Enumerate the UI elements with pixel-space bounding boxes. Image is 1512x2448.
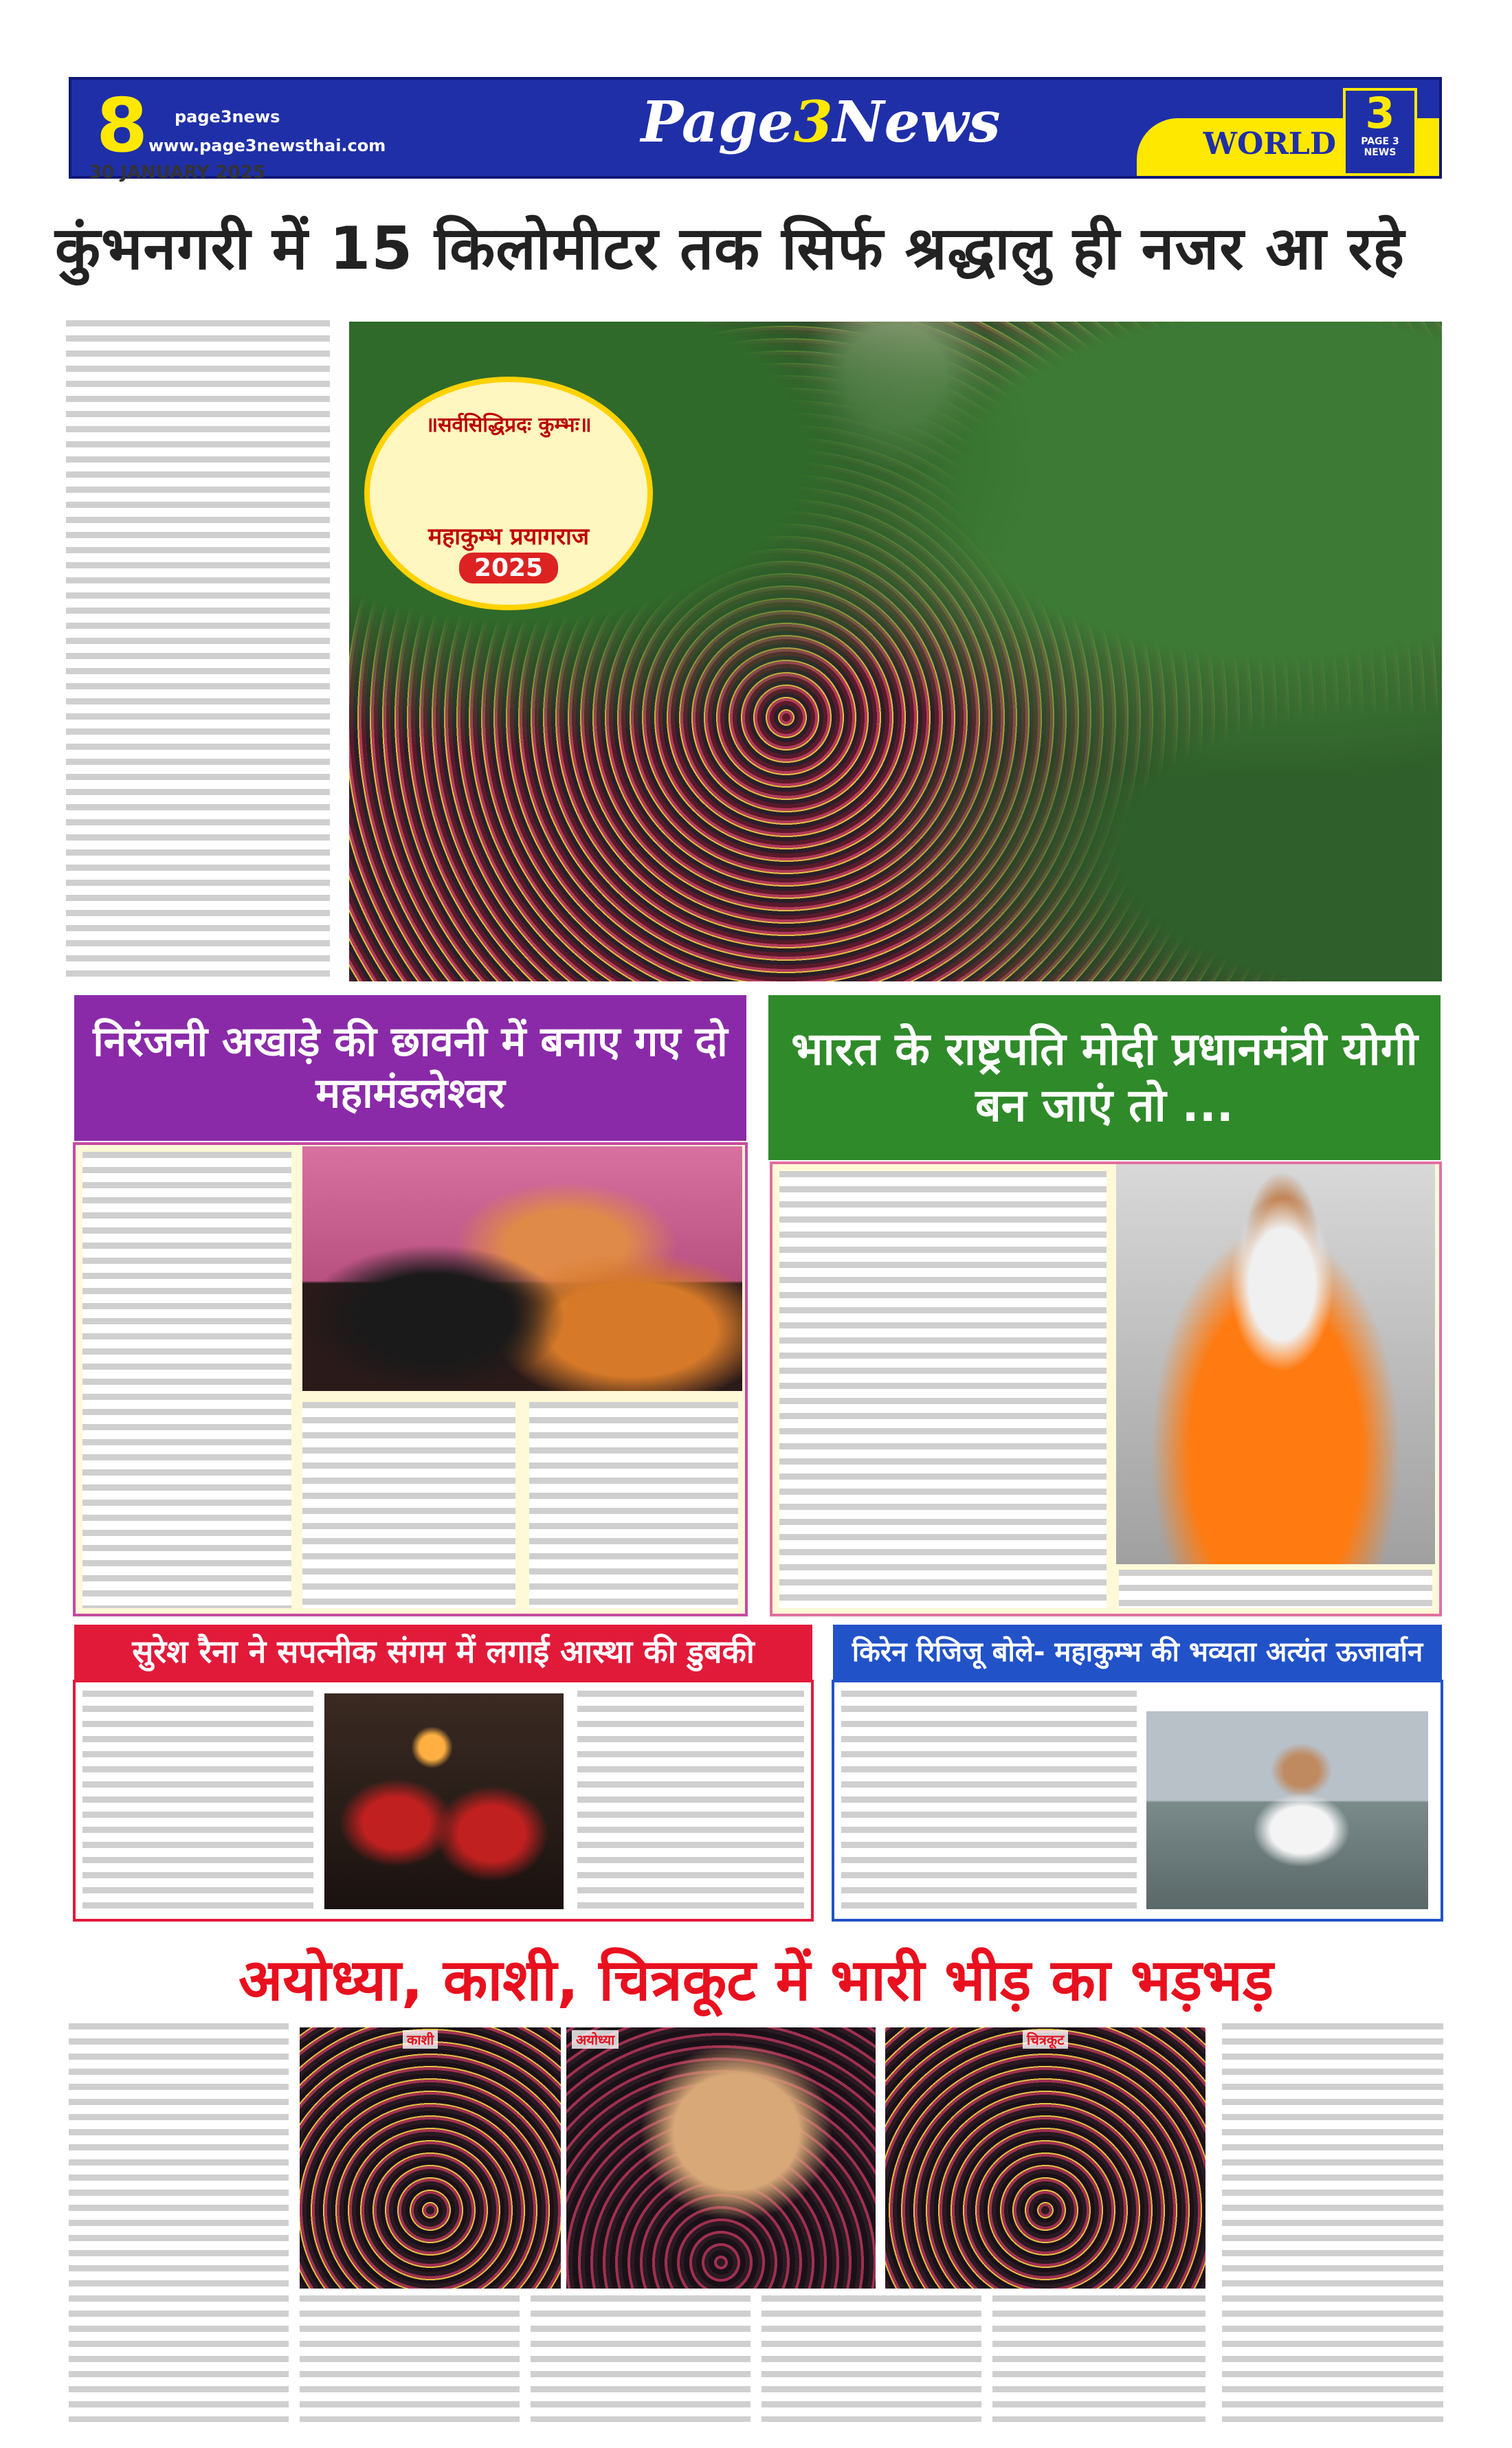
bheed-headline: अयोध्या, काशी, चित्रकूट में भारी भीड़ का भड़भड़	[238, 1946, 1274, 2014]
facebook-handle: page3news	[175, 107, 280, 126]
bheed-text-right	[1222, 2023, 1443, 2422]
kashi-photo-label: काशी	[403, 2030, 438, 2049]
rijiju-sangam-photo	[1146, 1711, 1428, 1909]
brand-logo-text: Page3News	[641, 89, 1001, 155]
rijiju-headline: किरेन रिजिजू बोले- महाकुम्भ की भव्यता अत्यंत ऊजार्वान	[833, 1625, 1442, 1680]
section-label: WORLD	[1203, 126, 1336, 162]
sadhus-photo	[302, 1146, 742, 1391]
mahakumbh-badge	[364, 377, 653, 610]
saint-photo	[1116, 1164, 1435, 1564]
page-number: 8	[96, 83, 148, 169]
bheed-text-col-4	[992, 2295, 1205, 2422]
niranjani-headline: निरंजनी अखाड़े की छावनी में बनाए गए दो महामंडलेश्वर	[74, 995, 746, 1141]
masthead	[69, 77, 1442, 179]
main-story-text-column	[66, 320, 330, 981]
issue-date: 30 JANUARY 2025	[89, 162, 266, 183]
raina-text-left	[82, 1691, 313, 1911]
bheed-text-col-3	[761, 2295, 981, 2422]
kashi-crowd-photo	[300, 2027, 561, 2289]
website-url: www.page3newsthai.com	[148, 136, 386, 155]
bheed-text-left	[69, 2023, 289, 2422]
niranjani-text-mid	[302, 1402, 515, 1608]
rashtrapati-text-column	[779, 1171, 1107, 1608]
badge-slogan: ॥सर्वसिद्धिप्रदः कुम्भः॥	[425, 413, 592, 437]
niranjani-text-left	[82, 1152, 291, 1608]
niranjani-text-right	[529, 1402, 738, 1608]
chitrakoot-crowd-photo	[885, 2027, 1205, 2289]
rashtrapati-headline: भारत के राष्ट्रपति मोदी प्रधानमंत्री योगी बन जाएं तो ...	[768, 995, 1441, 1160]
main-headline: कुंभनगरी में 15 किलोमीटर तक सिर्फ श्रद्धालु ही नजर आ रहे	[55, 214, 1405, 283]
saint-photo-caption	[1119, 1570, 1432, 1608]
page3-logo: 3 PAGE 3 NEWS	[1343, 88, 1417, 176]
badge-year: 2025	[370, 554, 647, 582]
chitrakoot-photo-label: चित्रकूट	[1023, 2030, 1068, 2049]
raina-text-right	[577, 1691, 804, 1911]
raina-headline: सुरेश रैना ने सपत्नीक संगम में लगाई आस्था की डुबकी	[74, 1625, 812, 1680]
ayodhya-crowd-photo	[566, 2027, 876, 2289]
bheed-text-col-2	[531, 2295, 751, 2422]
rijiju-text-column	[841, 1691, 1137, 1911]
ayodhya-photo-label: अयोध्या	[572, 2030, 619, 2049]
badge-event: महाकुम्भ प्रयागराज	[427, 523, 590, 550]
raina-aarti-photo	[324, 1693, 564, 1909]
bheed-text-col-1	[300, 2295, 520, 2422]
